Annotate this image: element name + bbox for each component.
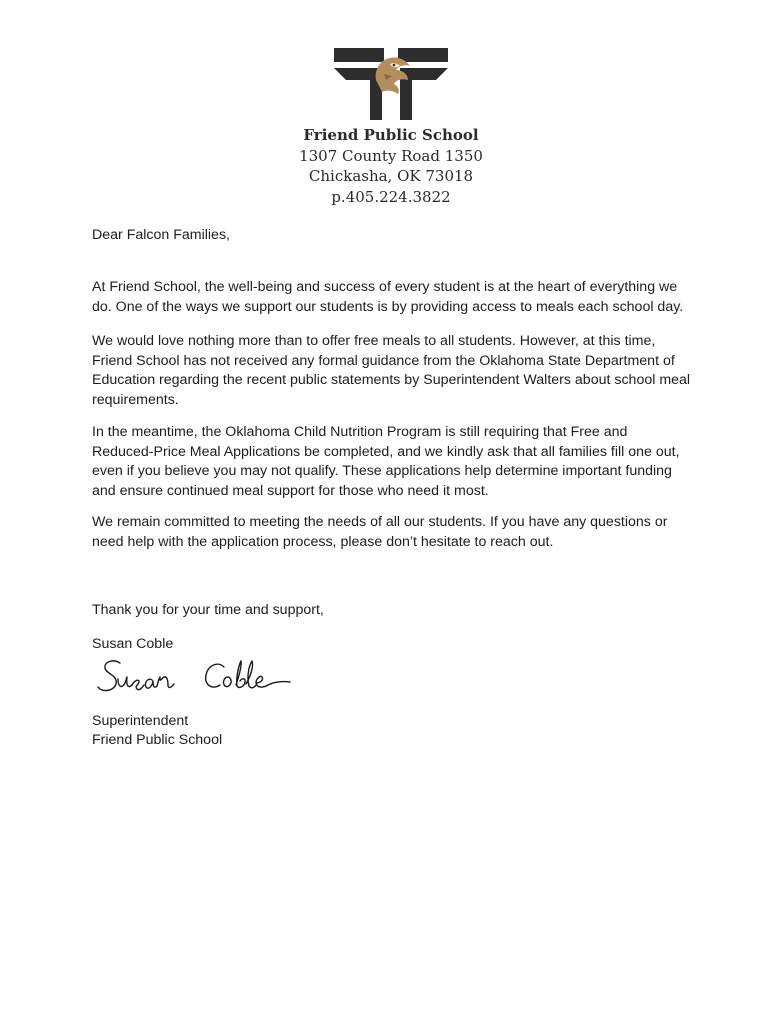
paragraph-3: In the meantime, the Oklahoma Child Nutrition Program is still requiring that Free and Reduced-Price Meal Applications be completed, and we kindly ask that all families fill one out, even if you believe you may not qualify. These applications help determine important funding and ensure continued meal support for those who need it most. — [92, 424, 680, 499]
paragraph-2: We would love nothing more than to offer free meals to all students. However, at this time, Friend School has not received any formal guidance from the Oklahoma State Department of Education regarding the recent public statements by Superintendent Walters about school meal requirements. — [92, 333, 691, 408]
handwritten-signature — [96, 655, 301, 703]
closing: Thank you for your time and support, — [92, 602, 324, 618]
signer-title: Superintendent — [92, 713, 189, 729]
address-line-1: 1307 County Road 1350 — [299, 146, 483, 165]
school-name: Friend Public School — [303, 126, 479, 144]
address-line-2: Chickasha, OK 73018 — [308, 167, 474, 185]
salutation: Dear Falcon Families, — [92, 227, 230, 243]
signer-organization: Friend Public School — [92, 732, 223, 748]
paragraph-4: We remain committed to meeting the needs of all our students. If you have any questions or need help with the application process, please don’t hesitate to reach out. — [92, 514, 668, 550]
phone-number: p.405.224.3822 — [331, 187, 451, 206]
letterhead — [0, 125, 782, 207]
falcon-ff-logo-icon — [332, 46, 450, 122]
signer-name: Susan Coble — [92, 636, 174, 652]
paragraph-1: At Friend School, the well-being and success of every student is at the heart of everything we do. One of the ways we support our students is by providing access to meals each school day. — [92, 279, 684, 315]
